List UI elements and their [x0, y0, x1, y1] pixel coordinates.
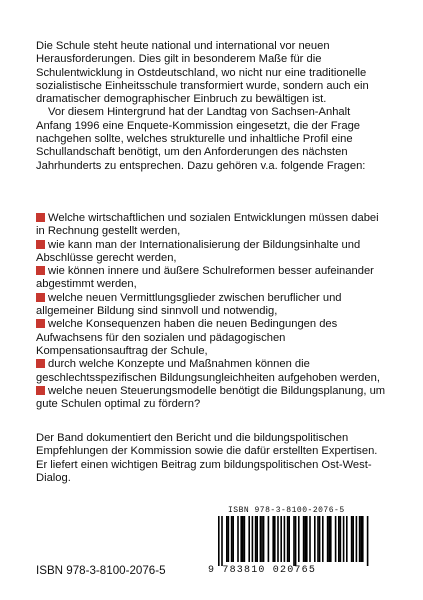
barcode-bar	[277, 516, 279, 562]
barcode-bar	[218, 516, 220, 566]
barcode-bar	[268, 516, 270, 562]
barcode-bar	[293, 516, 295, 566]
barcode-bar	[263, 516, 265, 562]
barcode	[200, 506, 386, 578]
barcode-bar	[317, 516, 319, 562]
barcode-bar	[322, 516, 324, 562]
barcode-bar	[242, 516, 244, 562]
barcode-bar	[298, 516, 300, 562]
barcode-digits: 9 783810 020765	[208, 565, 317, 576]
question-text: wie können innere und äußere Schulreformen besser aufeinander abgestimmt werden,	[36, 265, 374, 291]
square-bullet-icon	[36, 386, 45, 395]
barcode-bar	[330, 516, 332, 562]
barcode-bar	[240, 516, 242, 562]
barcode-bar	[232, 516, 234, 562]
barcode-bar	[288, 516, 290, 562]
barcode-bar	[260, 516, 262, 562]
barcode-bar	[221, 516, 223, 566]
barcode-bar	[226, 516, 228, 562]
question-text: wie kann man der Internationalisierung der Bildungsinhalte und Abschlüsse gerecht werden,	[36, 238, 361, 264]
list-item	[36, 239, 386, 266]
barcode-bar	[274, 516, 276, 562]
barcode-bar	[335, 516, 337, 562]
barcode-bar	[362, 516, 364, 562]
barcode-isbn-label: ISBN 978-3-8100-2076-5	[228, 506, 345, 515]
barcode-bar	[228, 516, 230, 562]
barcode-bar	[314, 516, 316, 562]
barcode-bar	[360, 516, 362, 562]
barcode-bar	[261, 516, 263, 562]
isbn-text: ISBN 978-3-8100-2076-5	[36, 564, 166, 577]
question-text: durch welche Konzepte und Maßnahmen können die geschlechtsspezifischen Bildungsungleichheiten aufgehoben werden,	[36, 358, 380, 384]
barcode-bar	[343, 516, 345, 562]
barcode-bar	[255, 516, 257, 562]
list-item	[36, 292, 386, 319]
question-text: welche Konsequenzen haben die neuen Bedingungen des Aufwachsens für den sozialen und pädagogischen Kompensationsauftrag der Schule,	[36, 318, 338, 357]
barcode-bar	[284, 516, 286, 562]
barcode-bar	[256, 516, 258, 562]
intro-paragraph-1: Die Schule steht heute national und international vor neuen Herausforderungen. Dies gilt in besonderem Maße für die Schulentwicklung in Ostdeutschland, wo nicht nur eine traditionelle sozialistische Einheitsschule transformiert wurde, sondern auch ein dramatischer demographischer Einbruch zu bewältigen ist.	[36, 40, 369, 106]
barcode-bar	[306, 516, 308, 562]
barcode-bar	[367, 516, 369, 566]
list-item	[36, 265, 386, 292]
question-list	[36, 212, 386, 411]
barcode-bar	[309, 516, 311, 562]
outro-text: Der Band dokumentiert den Bericht und die bildungspolitischen Empfehlungen der Kommission sowie die dafür erstellten Expertisen. Er liefert einen wichtigen Beitrag zum bildungspolitischen Ost-West-Dialog.	[36, 432, 378, 484]
square-bullet-icon	[36, 359, 45, 368]
barcode-bar	[319, 516, 321, 562]
barcode-bar	[338, 516, 340, 562]
barcode-bar	[252, 516, 254, 562]
barcode-bar	[328, 516, 330, 562]
barcode-bar	[303, 516, 305, 562]
barcode-bar	[356, 516, 358, 562]
barcode-bar	[272, 516, 274, 562]
question-text: welche neuen Vermittlungsglieder zwischen beruflicher und allgemeiner Bildung sind sinnvoll und notwendig,	[36, 291, 342, 318]
barcode-bar	[351, 516, 353, 562]
barcode-bar	[237, 516, 239, 562]
barcode-bar	[359, 516, 361, 562]
square-bullet-icon	[36, 293, 45, 302]
intro-paragraph-2: Vor diesem Hintergrund hat der Landtag von Sachsen-Anhalt Anfang 1996 eine Enquete-Kommission eingesetzt, die der Frage nachgehen sollte, welches strukturelle und inhaltliche Profil eine Schullandschaft benötigt, um den Anforderungen des nächsten Jahrhunderts zu entsprechen. Dazu gehören v.a. folgende Fragen:	[36, 106, 366, 172]
barcode-bar	[304, 516, 306, 562]
square-bullet-icon	[36, 319, 45, 328]
barcode-bar	[231, 516, 233, 562]
barcode-bar	[280, 516, 282, 562]
barcode-bar	[327, 516, 329, 562]
barcode-bar	[352, 516, 354, 562]
square-bullet-icon	[36, 266, 45, 275]
question-text: Welche wirtschaftlichen und sozialen Entwicklungen müssen dabei in Rechnung gestellt werden,	[36, 212, 379, 238]
barcode-bar	[244, 516, 246, 562]
intro-text	[36, 40, 386, 173]
list-item	[36, 212, 386, 239]
barcode-bar	[287, 516, 289, 562]
question-text: welche neuen Steuerungsmodelle benötigt die Bildungsplanung, um gute Schulen optimal zu fördern?	[36, 384, 386, 411]
barcode-bar	[346, 516, 348, 562]
barcode-bar	[340, 516, 342, 562]
list-item	[36, 318, 386, 358]
list-item	[36, 358, 386, 385]
square-bullet-icon	[36, 240, 45, 249]
list-item	[36, 385, 386, 412]
barcode-bar	[295, 516, 297, 566]
square-bullet-icon	[36, 213, 45, 222]
barcode-bars	[218, 516, 378, 566]
barcode-bar	[248, 516, 250, 562]
